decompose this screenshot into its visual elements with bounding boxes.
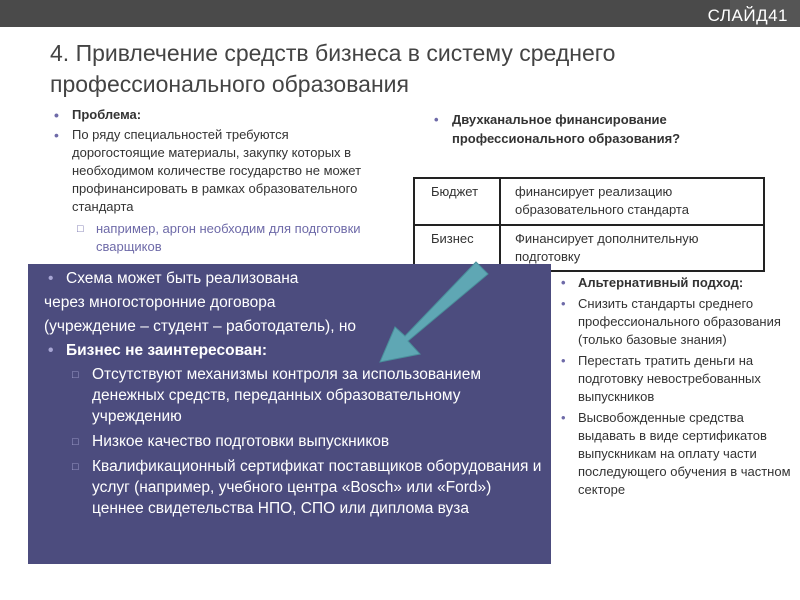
alternative-item: • Перестать тратить деньги на подготовку невостребованных выпускников	[559, 352, 795, 406]
alternative-item: • Снизить стандарты среднего профессионального образования (только базовые знания)	[559, 295, 795, 349]
alternative-heading: • Альтернативный подход:	[559, 274, 795, 292]
slide-title: 4. Привлечение средств бизнеса в систему среднего профессионального образования	[50, 40, 616, 97]
problem-label: • Проблема:	[52, 106, 372, 124]
scheme-line: через многосторонние договора	[44, 294, 276, 311]
alternative-item: • Высвобожденные средства выдавать в виде сертификатов выпускникам на оплату части последующего обучения в частном секторе	[559, 409, 795, 499]
table-cell-role: Финансирует дополнительную подготовку	[500, 225, 764, 271]
arrow-shape	[380, 262, 488, 362]
example-text: □ например, аргон необходим для подготовки сварщиков	[52, 220, 372, 256]
problem-text: • По ряду специальностей требуются дорогостоящие материалы, закупку которых в необходимом количестве государство не может профинансировать в рамках образовательного стандарта	[52, 126, 372, 216]
business-not-interested: • Бизнес не заинтересован:	[44, 340, 543, 361]
table-cell-source: Бизнес	[414, 225, 500, 271]
table-cell-role: финансирует реализацию образовательного стандарта	[500, 178, 764, 225]
reason-item: □ Отсутствуют механизмы контроля за использованием денежных средств, переданных образовательному учреждению	[44, 364, 543, 427]
slide-number: СЛАЙД41	[707, 6, 788, 25]
reason-item: □ Квалификационный сертификат поставщиков оборудования и услуг (например, учебного центра «Bosch» или «Ford») ценнее свидетельства НПО, СПО или диплома вуза	[44, 456, 543, 519]
table-cell-source: Бюджет	[414, 178, 500, 225]
reason-item: □ Низкое качество подготовки выпускников	[44, 431, 543, 452]
scheme-line: (учреждение – студент – работодатель), но	[44, 318, 357, 335]
scheme-item: • Схема может быть реализована	[44, 268, 543, 289]
funding-heading: • Двухканальное финансирование профессионального образования?	[432, 110, 782, 148]
